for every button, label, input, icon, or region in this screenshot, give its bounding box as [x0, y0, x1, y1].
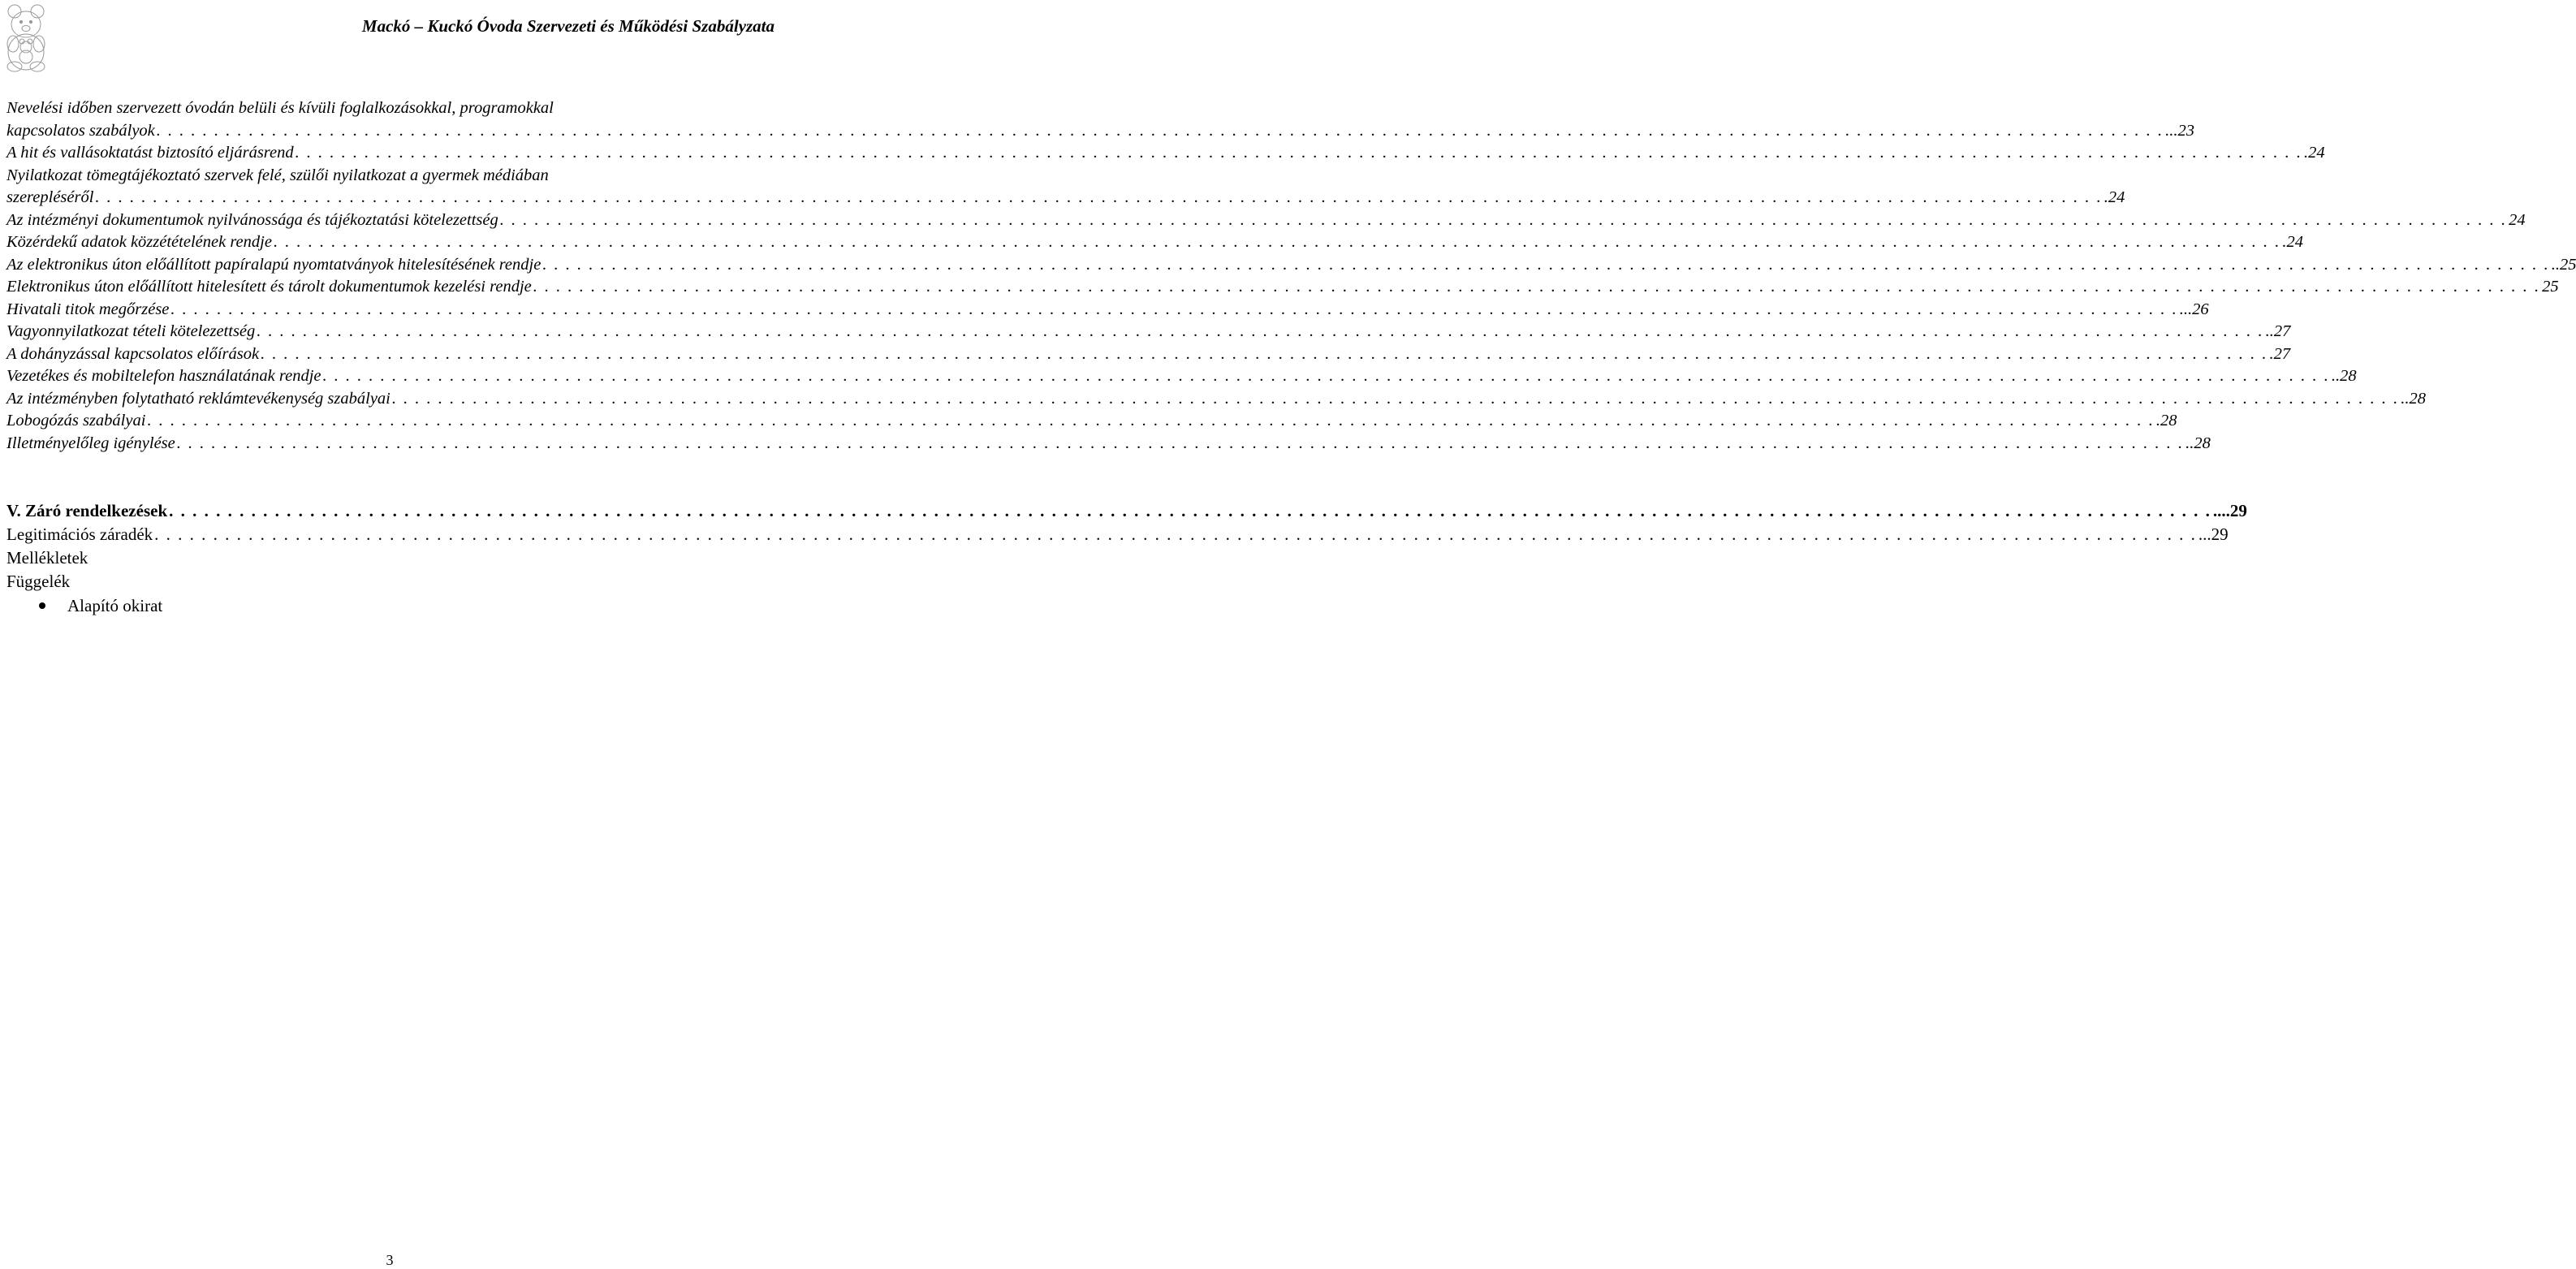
dot-leader — [157, 120, 2164, 143]
toc-entry-title: Az intézményben folytatható reklámtevékenység szabályai — [6, 389, 390, 408]
toc-entry-page: .24 — [2282, 233, 2303, 251]
dot-leader — [323, 365, 2330, 388]
toc-entry-title: kapcsolatos szabályok — [6, 121, 155, 140]
toc-entry-title: Elektronikus úton előállított hitelesített és tárolt dokumentumok kezelési rendje — [6, 278, 532, 296]
toc-entry-title: Illetményelőleg igénylése — [6, 434, 175, 452]
toc-entry-title: Hivatali titok megőrzése — [6, 300, 170, 318]
toc-entry[interactable] — [6, 187, 2125, 209]
dot-leader — [542, 254, 2549, 277]
dot-leader — [170, 299, 2177, 322]
toc-entry[interactable] — [6, 299, 2209, 322]
toc-entry-page: ..27 — [2265, 322, 2291, 340]
table-of-contents — [6, 97, 2576, 455]
toc-entry-title: Vezetékes és mobiltelefon használatának rendje — [6, 367, 321, 385]
toc-entry[interactable] — [6, 254, 2576, 277]
toc-entry-title: Az intézményi dokumentumok nyilvánossága és tájékoztatási kötelezettség — [6, 210, 498, 229]
toc-entry-page: .24 — [2304, 144, 2325, 162]
toc-entry-page: ..28 — [2401, 389, 2426, 408]
toc-entry[interactable] — [6, 523, 2229, 546]
toc-entry-page: 24 — [2509, 210, 2526, 229]
toc-entry[interactable] — [6, 276, 2559, 299]
toc-entry-title: Nevelési időben szervezett óvodán belüli és kívüli foglalkozásokkal, programokkal — [6, 99, 554, 117]
bullet-icon — [39, 602, 45, 609]
document-title: Mackó – Kuckó Óvoda Szervezeti és Működési Szabályzata — [361, 16, 775, 36]
toc-entry-title: Közérdekű adatok közzétételének rendje — [6, 233, 272, 251]
toc-entry[interactable] — [6, 343, 2291, 366]
toc-entry-title: Legitimációs záradék — [6, 524, 153, 544]
dot-leader — [296, 142, 2302, 165]
dot-leader — [261, 343, 2267, 366]
toc-entry[interactable] — [6, 388, 2426, 411]
dot-leader — [392, 388, 2399, 411]
dot-leader — [274, 231, 2280, 254]
dot-leader — [95, 187, 2102, 209]
page-number: 3 — [386, 1252, 394, 1268]
toc-section-heading[interactable] — [6, 499, 2247, 523]
toc-entry[interactable] — [6, 97, 773, 120]
page-header — [0, 0, 779, 77]
toc-entry[interactable] — [6, 365, 2357, 388]
teddy-bear-logo — [2, 2, 50, 73]
section-heading-page: ....29 — [2212, 501, 2247, 520]
toc-entry-page: ...23 — [2165, 121, 2195, 140]
toc-entry-page: ..28 — [2331, 367, 2357, 385]
toc-entry[interactable] — [6, 209, 2526, 232]
toc-entry-title: szerepléséről — [6, 188, 94, 206]
toc-entry[interactable] — [6, 410, 2177, 433]
toc-entry[interactable] — [6, 321, 2291, 343]
dot-leader — [154, 523, 2197, 546]
bullet-item-text: Alapító okirat — [67, 595, 163, 615]
toc-entry-page: 25 — [2542, 278, 2559, 296]
toc-entry-title: A dohányzással kapcsolatos előírások — [6, 344, 260, 363]
toc-entry-page: .24 — [2104, 188, 2125, 206]
toc-entry[interactable] — [6, 142, 2325, 165]
toc-entry[interactable] — [6, 120, 2195, 143]
toc-entry-page: ..28 — [2186, 434, 2211, 452]
dot-leader — [533, 276, 2540, 299]
section-heading-title: V. Záró rendelkezések — [6, 501, 168, 520]
closing-section — [6, 499, 2247, 618]
toc-entry-title: Az elektronikus úton előállított papíralapú nyomtatványok hitelesítésének rendje — [6, 255, 542, 274]
toc-entry-page: ...29 — [2198, 524, 2229, 544]
toc-entry-page: .27 — [2269, 344, 2291, 363]
toc-entry[interactable] — [6, 231, 2303, 254]
dot-leader — [177, 433, 2184, 455]
dot-leader — [500, 209, 2507, 232]
toc-entry-title: A hit és vallásoktatást biztosító eljárásrend — [6, 144, 294, 162]
toc-entry-page: ...26 — [2179, 300, 2209, 318]
dot-leader — [169, 499, 2211, 523]
dot-leader — [257, 321, 2263, 343]
toc-entry[interactable] — [6, 433, 2211, 455]
toc-entry-page: ..25 — [2551, 255, 2576, 274]
toc-entry-title: Lobogózás szabályai — [6, 412, 146, 429]
toc-entry-title: Vagyonnyilatkozat tételi kötelezettség — [6, 322, 256, 340]
bullet-list-item — [6, 593, 773, 618]
dot-leader — [147, 410, 2154, 433]
toc-entry[interactable] — [6, 165, 773, 188]
toc-entry-title: Nyilatkozat tömegtájékoztató szervek felé, szülői nyilatkozat a gyermek médiában — [6, 166, 549, 184]
appendices-label: Mellékletek — [6, 548, 88, 568]
toc-entry-page: .28 — [2155, 412, 2177, 429]
annex-label: Függelék — [6, 572, 71, 591]
